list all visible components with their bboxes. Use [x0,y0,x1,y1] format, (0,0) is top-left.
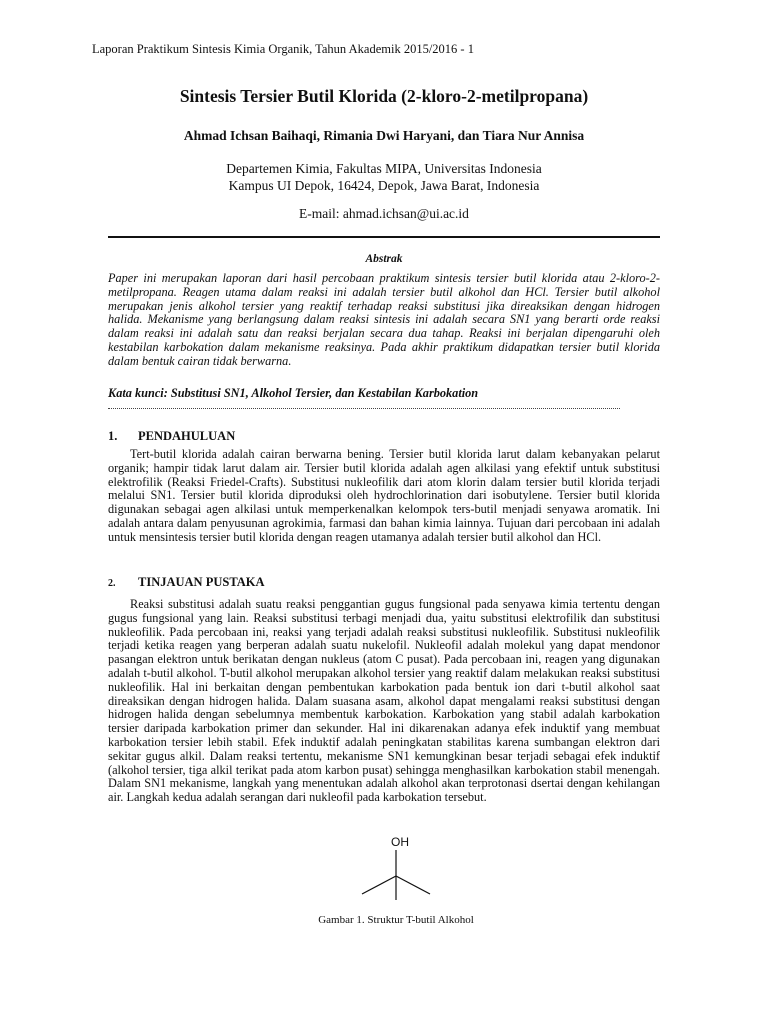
section-heading-pendahuluan [108,429,235,444]
abstract-body: Paper ini merupakan laporan dari hasil percobaan praktikum sintesis tersier butil klorida atau 2-kloro-2-metilpropana. Reagen utama dalam reaksi ini adalah tersier butil alkohol dan HCl. Tersier butil alkohol merupakan jenis alkohol tersier yang reaktif terhadap reaksi substitusi jika direaksikan dengan hidrogen halida. Mekanisme yang berlangsung dalam reaksi sintesis ini adalah secara SN1 yang berarti orde reaksi dalam reaksi ini adalah satu dan reaksi berjalan secara dua tahap. Reaksi ini berjalan dipengaruhi oleh kestabilan karbokation dalam mekanisme reaksinya. Pada akhir praktikum didapatkan tersier butil klorida dalam bentuk cairan tidak berwarna. [108,271,660,368]
abstract-heading: Abstrak [365,253,403,265]
contact-email: E-mail: ahmad.ichsan@ui.ac.id [299,206,469,221]
dotted-separator [108,408,620,409]
running-header: Laporan Praktikum Sintesis Kimia Organik, Tahun Akademik 2015/2016 - 1 [92,42,474,56]
hydroxyl-label: OH [391,835,409,849]
author-list: Ahmad Ichsan Baihaqi, Rimania Dwi Haryani, dan Tiara Nur Annisa [183,128,585,143]
bond-methyl-left [362,876,396,894]
section-number: 2. [108,578,116,589]
affiliation-line-2: Kampus UI Depok, 16424, Depok, Jawa Barat, Indonesia [228,178,540,193]
affiliation [0,160,768,194]
header-rule [108,236,660,238]
section-number: 1. [108,429,118,443]
bond-methyl-right [396,876,430,894]
figure-caption: Gambar 1. Struktur T-butil Alkohol [318,914,474,926]
section-title: TINJAUAN PUSTAKA [138,575,265,589]
section-title: PENDAHULUAN [138,429,236,443]
paper-title: Sintesis Tersier Butil Klorida (2-kloro-2-metilpropana) [179,86,589,106]
section-heading-tinjauan-pustaka [108,575,265,590]
section-body-tinjauan-pustaka: Reaksi substitusi adalah suatu reaksi penggantian gugus fungsional pada senyawa kimia tertentu dengan gugus fungsional yang lain. Reaksi substitusi terbagi menjadi dua, yaitu substitusi elektrofilik dan substitusi nukleofilik. Pada percobaan ini, reaksi yang terjadi adalah reaksi substitusi nukleofilik. Substitusi nukleofilik terjadi ketika reagen yang berperan adalah suatu nukelofil. Nukleofil adalah molekul yang dapat mendonor pasangan elektron untuk berikatan dengan nukleus (atom C pusat). Pada percobaan ini, reagen yang digunakan adalah t-butil alkohol. T-butil alkohol merupakan alkohol tersier yang reaktif dalam melakukan reaksi substitusi nukleofilik. Hal ini berkaitan dengan pembentukan karbokation pada bentuk ion dari t-butil alkohol saat direaksikan dengan hidrogen halida. Dalam suasana asam, alkohol dapat mengalami reaksi substitusi dengan hidrogen halida dengan sebelumnya membentuk karbokation. Karbokation yang stabil adalah karbokation tersier daripada karbokation primer dan sekunder. Hal ini dikarenakan adanya efek induktif yang membuat karbokation tersier lebih stabil. Efek induktif adalah peningkatan stabilitas karena sumbangan elektron dari sekitar gugus alkil. Dalam reaksi tertentu, mekanisme SN1 kemungkinan besar terjadi sebagai efek induktif (alkohol tersier, tiga alkil terikat pada atom karbon pusat) sehingga menghasilkan karbokation stabil menengah. Dalam SN1 mekanisme, langkah yang menentukan adalah alkohol akan terprotonasi dsertai dengan kehilangan air. Langkah kedua adalah serangan dari nukleofil pada karbokation tersebut. [108,597,660,805]
section-body-pendahuluan: Tert-butil klorida adalah cairan berwarna bening. Tersier butil klorida larut dalam kebanyakan pelarut organik; hampir tidak larut dalam air. Tersier butil klorida adalah agen alkilasi yang efektif untuk substitusi elektrofilik (Reaksi Friedel-Crafts). Substitusi nukleofilik dari atom klorin dalam tersier butil klorida terjadi melalui SN1. Tersier butil klorida diproduksi oleh hydrochlorination dari isobutylene. Tersier butil klorida digunakan sebagai agen alkilasi untuk memperkenalkan kelompok ters-butil menjadi senyawa aromatik. Ini adalah antara dalam penyusunan agrokimia, farmasi dan bahan kimia lainnya. Tujuan dari percobaan ini adalah untuk mensintesis tersier butil klorida dengan reagen utamanya adalah tersier butil alkohol dan HCl. [108,447,660,544]
t-butyl-alcohol-structure [340,832,450,902]
affiliation-line-1: Departemen Kimia, Fakultas MIPA, Universitas Indonesia [226,161,542,176]
keywords: Kata kunci: Substitusi SN1, Alkohol Tersier, dan Kestabilan Karbokation [108,386,479,400]
